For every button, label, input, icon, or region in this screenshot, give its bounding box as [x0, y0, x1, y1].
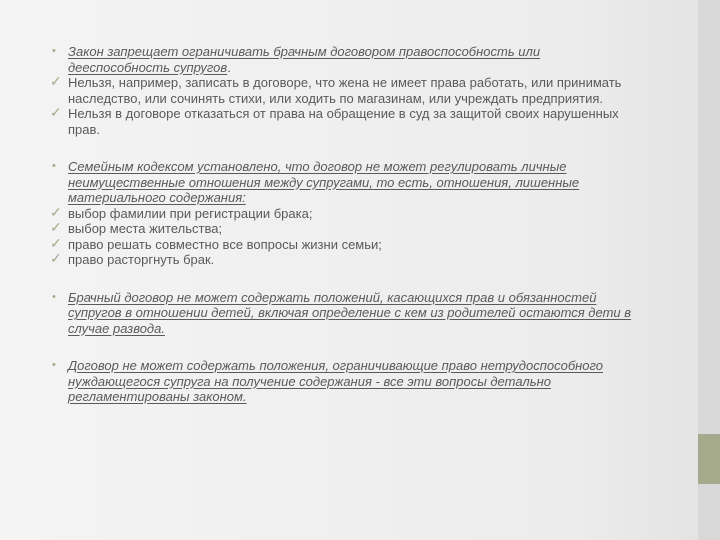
checkmark-icon: ✓: [50, 73, 62, 89]
list-item-text: право решать совместно все вопросы жизни семьи;: [68, 236, 382, 252]
list-item-text: выбор места жительства;: [68, 221, 223, 236]
checkmark-icon: ✓: [50, 104, 62, 120]
side-bar-accent: [698, 434, 720, 484]
intro-paragraph: [48, 159, 644, 206]
list-item: [48, 234, 644, 253]
dot-bullet-icon: •: [52, 160, 56, 172]
list-item-text: Нельзя в договоре отказаться от права на обращение в суд за защитой своих нарушенных прав.: [68, 106, 619, 137]
intro-text: Договор не может содержать положения, ограничивающие право нетрудоспособного нуждающегося супруга на получение содержания - все эти вопросы детально регламентированы законом.: [68, 358, 604, 404]
dot-bullet-icon: •: [52, 359, 56, 371]
slide-content: [48, 44, 644, 427]
block-4: [48, 358, 644, 405]
block-1: [48, 44, 644, 137]
intro-paragraph: [48, 358, 644, 405]
intro-text: Закон запрещает ограничивать брачным договором правоспособность или дееспособность супругов: [68, 44, 541, 75]
intro-tail: .: [227, 59, 231, 75]
list-item: [48, 203, 644, 222]
intro-paragraph: [48, 290, 644, 337]
list-item: [48, 252, 644, 268]
list-item: [48, 106, 644, 137]
list-item: [48, 75, 644, 106]
block-3: [48, 290, 644, 337]
side-decoration-bar: [698, 0, 720, 540]
intro-paragraph: [48, 44, 644, 75]
checkmark-icon: ✓: [50, 203, 62, 220]
side-bar-bottom: [698, 484, 720, 540]
dot-bullet-icon: •: [52, 290, 56, 303]
intro-text: Брачный договор не может содержать положений, касающихся прав и обязанностей супругов в отношении детей, включая определение с кем из родителей остаются дети в случае развода.: [68, 289, 632, 336]
list-item-text: Нельзя, например, записать в договоре, что жена не имеет права работать, или принимать наследство, или сочинять стихи, или ходить по магазинам, или учреждать предприятия.: [68, 75, 622, 106]
list-item-text: выбор фамилии при регистрации брака;: [68, 205, 313, 221]
list-item-text: право расторгнуть брак.: [68, 252, 215, 267]
side-bar-top: [698, 0, 720, 434]
checkmark-icon: ✓: [50, 219, 62, 235]
block-2: [48, 159, 644, 268]
checkmark-icon: ✓: [50, 234, 62, 251]
checkmark-icon: ✓: [50, 250, 62, 266]
list-item: [48, 221, 644, 237]
dot-bullet-icon: •: [52, 45, 56, 57]
intro-text: Семейным кодексом установлено, что договор не может регулировать личные неимущественные отношения между супругами, то есть, отношения, лишенные материального содержания:: [68, 159, 580, 205]
